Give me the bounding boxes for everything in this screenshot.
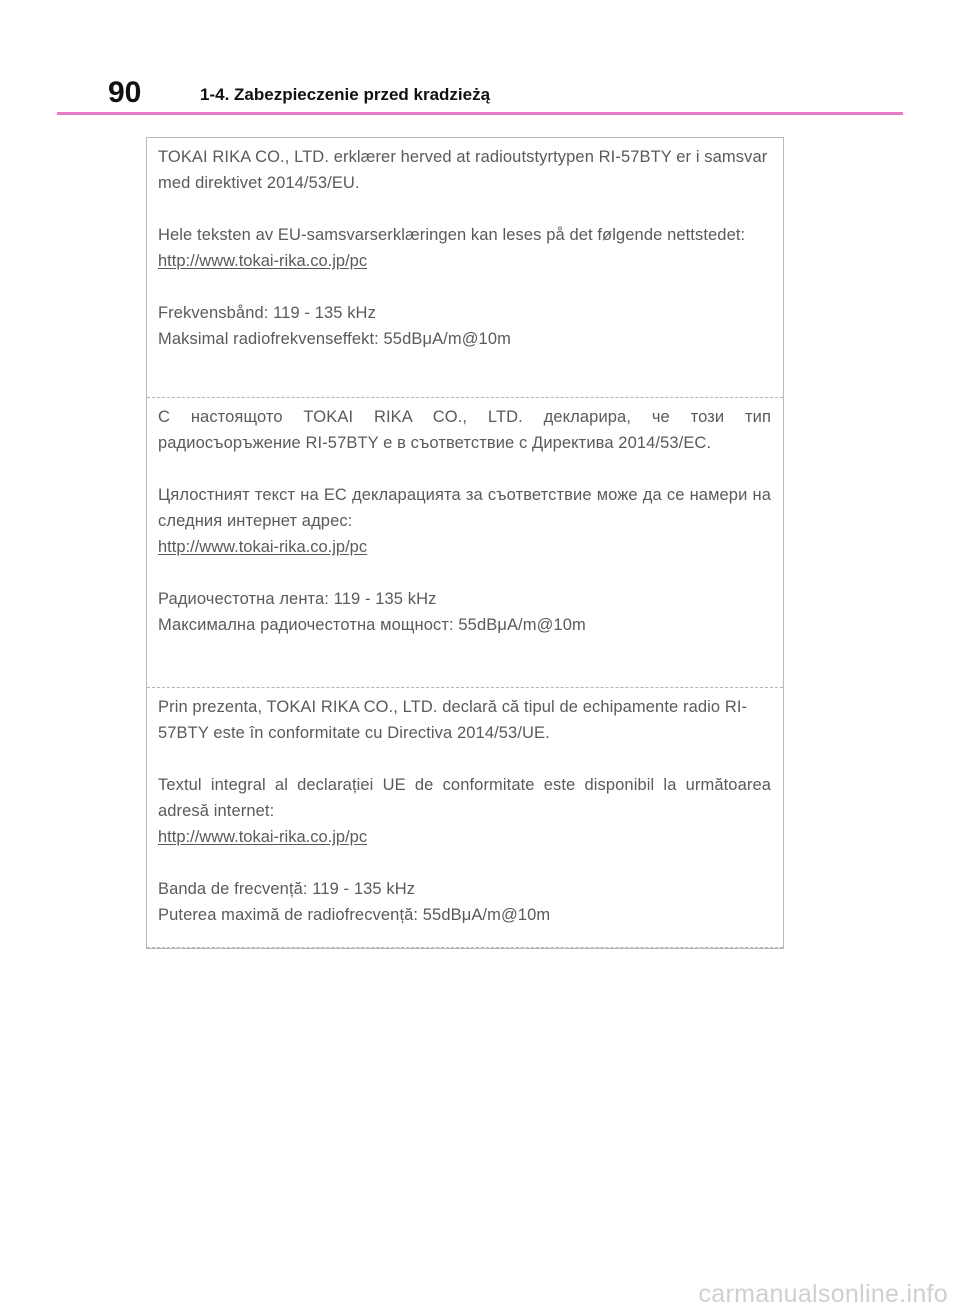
declaration-max-power: Максимална радиочестотна мощност: 55dBμA/m@10m	[158, 616, 586, 634]
page-header	[0, 0, 960, 120]
declaration-frequency-band: Banda de frecvență: 119 - 135 kHz	[158, 880, 416, 898]
watermark-text: carmanualsonline.info	[698, 1280, 948, 1308]
section-title: 1-4. Zabezpieczenie przed kradzieżą	[200, 85, 491, 104]
declaration-url-link[interactable]: http://www.tokai-rika.co.jp/pc	[158, 538, 368, 556]
declaration-statement: С настоящото TOKAI RIKA CO., LTD. декларира, че този тип радиосъоръжение RI-57BTY е в съответствие с Директива 2014/53/ЕС.	[158, 408, 771, 452]
declaration-frequency-band: Радиочестотна лента: 119 - 135 kHz	[158, 590, 437, 608]
declaration-url-link[interactable]: http://www.tokai-rika.co.jp/pc	[158, 252, 368, 270]
declarations-box	[146, 137, 784, 949]
declaration-block-bulgarian	[147, 398, 783, 688]
declaration-statement: Prin prezenta, TOKAI RIKA CO., LTD. declară că tipul de echipamente radio RI-57BTY este în conformitate cu Directiva 2014/53/UE.	[158, 698, 748, 742]
declaration-max-power: Maksimal radiofrekvenseffekt: 55dBμA/m@10m	[158, 330, 511, 348]
page-number: 90	[108, 76, 142, 109]
declaration-fulltext-note: Textul integral al declarației UE de conformitate este disponibil la următoarea adresă internet:	[158, 776, 771, 820]
declaration-fulltext-note: Цялостният текст на ЕС декларацията за съответствие може да се намери на следния интернет адрес:	[158, 486, 771, 530]
declaration-frequency-band: Frekvensbånd: 119 - 135 kHz	[158, 304, 376, 322]
declaration-url-link[interactable]: http://www.tokai-rika.co.jp/pc	[158, 828, 368, 846]
declaration-statement: TOKAI RIKA CO., LTD. erklærer herved at radioutstyrtypen RI-57BTY er i samsvar med direktivet 2014/53/EU.	[158, 148, 768, 192]
declaration-fulltext-note: Hele teksten av EU-samsvarserklæringen kan leses på det følgende nettstedet:	[158, 226, 746, 244]
declaration-max-power: Puterea maximă de radiofrecvență: 55dBμA/m@10m	[158, 906, 551, 924]
header-rule	[57, 112, 903, 115]
declaration-block-romanian	[147, 688, 783, 948]
declaration-block-norwegian	[147, 138, 783, 398]
